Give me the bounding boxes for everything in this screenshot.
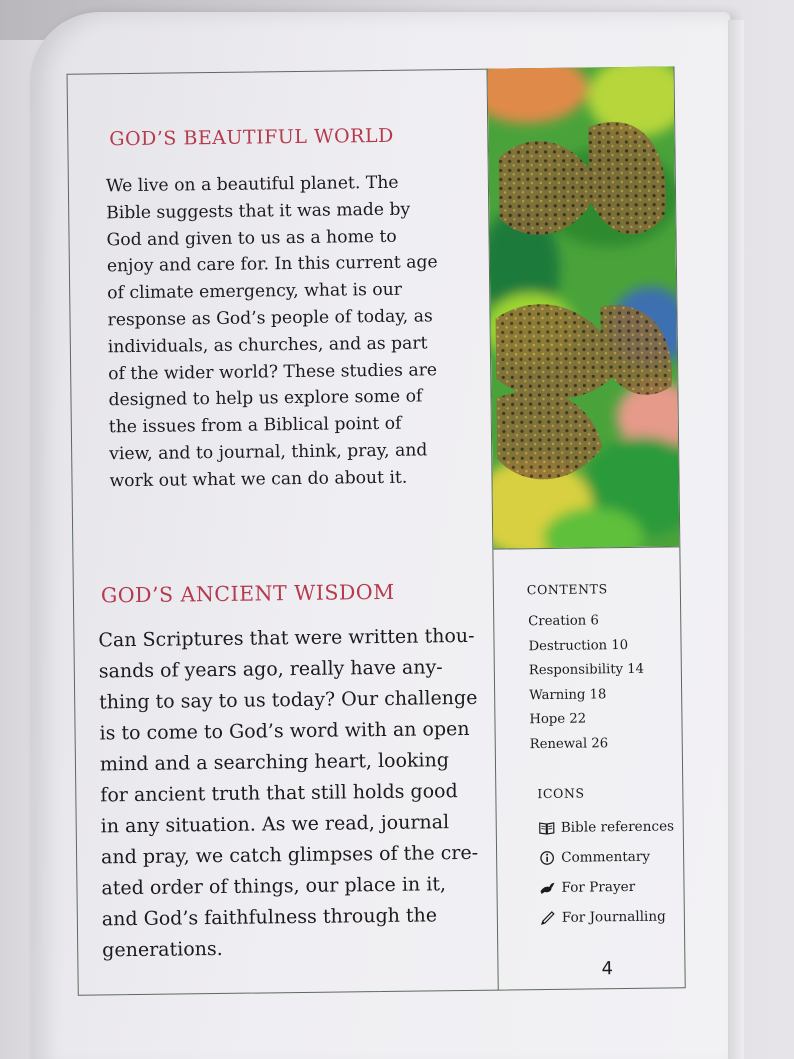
icon-legend-label: Commentary [561,848,651,866]
body-line: the issues from a Biblical point of [108,413,402,438]
body-line: We live on a beautiful planet. The [105,172,399,197]
body-line: Bible suggests that it was made by [106,199,411,224]
body-line: view, and to journal, think, pray, and [109,440,428,465]
open-book-icon [539,820,555,836]
body-line: and God’s faithfulness through the [101,904,438,931]
body-line: is to come to God’s word with an open [99,717,470,745]
body-line: God and given to us as a home to [106,226,397,250]
body-line: mind and a searching heart, looking [99,749,450,776]
section-title-ancient-wisdom: GOD’S ANCIENT WISDOM [100,579,395,608]
info-circle-icon [539,850,555,866]
body-line: ated order of things, our place in it, [101,873,447,900]
body-line: thing to say to us today? Our challenge [99,686,478,714]
pen-icon [540,910,556,926]
contents-item-creation: Creation 6 [528,613,599,630]
section-body-ancient-wisdom [98,621,492,967]
contents-item-warning: Warning 18 [529,687,607,703]
icon-legend-commentary [539,841,675,873]
contents-item-hope: Hope 22 [529,711,587,728]
icons-legend-list [539,811,676,933]
body-line: for ancient truth that still holds good [100,780,458,807]
contents-heading: CONTENTS [526,581,608,598]
section-body-beautiful-world [106,169,470,495]
icon-legend-label: Bible references [560,818,675,836]
icons-heading: ICONS [537,785,585,802]
body-line: designed to help us explore some of [108,386,423,411]
body-line: Can Scriptures that were written thou- [98,624,475,652]
body-line: individuals, as churches, and as part [107,333,428,358]
butterfly-artwork [487,66,679,549]
body-line: in any situation. As we read, journal [100,811,450,838]
body-line: enjoy and care for. In this current age [106,252,438,277]
contents-item-renewal: Renewal 26 [529,736,609,753]
contents-item-responsibility: Responsibility 14 [528,661,645,679]
body-line: response as God’s people of today, as [107,306,433,331]
icon-legend-label: For Journalling [561,908,666,926]
dove-icon [539,880,555,896]
body-line: of climate emergency, what is our [107,279,403,304]
contents-item-destruction: Destruction 10 [528,637,629,654]
icon-legend-bible-references [539,811,675,843]
body-line: work out what we can do about it. [109,467,408,492]
icon-legend-label: For Prayer [561,878,636,896]
icon-legend-prayer [539,871,675,903]
body-line: sands of years ago, really have any- [98,656,443,683]
icon-legend-journalling [540,901,676,933]
butterfly-painting [487,66,679,548]
body-line: of the wider world? These studies are [108,359,438,384]
page-number: 4 [601,958,614,980]
contents-list [528,609,645,758]
body-line: generations. [102,937,223,962]
body-line: and pray, we catch glimpses of the cre- [100,841,479,869]
section-title-beautiful-world: GOD’S BEAUTIFUL WORLD [109,124,394,151]
